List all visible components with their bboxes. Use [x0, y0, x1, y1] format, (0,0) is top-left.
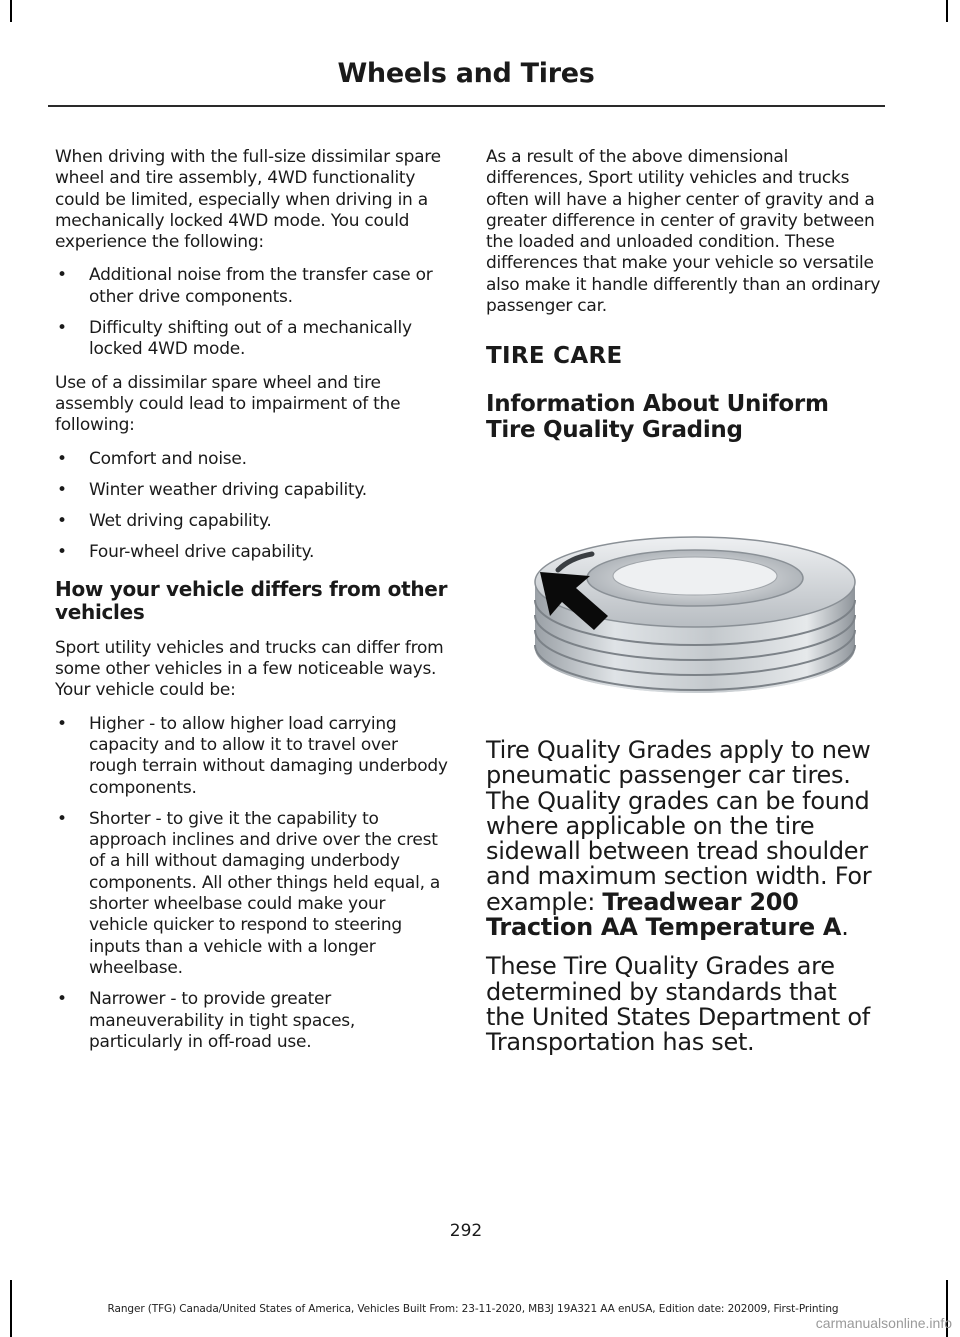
bullet-icon: •	[57, 713, 67, 734]
page-header-title: Wheels and Tires	[337, 58, 595, 89]
crop-mark-top-right	[946, 0, 948, 22]
utqg-text-block	[486, 738, 882, 1070]
tire-icon	[530, 520, 860, 700]
list-item: • Wet driving capability.	[57, 511, 272, 532]
crop-mark-top-left	[10, 0, 12, 22]
footer-edition-info: Ranger (TFG) Canada/United States of America, Vehicles Built From: 23-11-2020, MB3J 19A321 AA enUSA, Edition date: 202009, First-Printing	[107, 1303, 839, 1315]
list-item: • Additional noise from the transfer case or other drive components.	[57, 265, 433, 307]
list-item: • Higher - to allow higher load carrying capacity and to allow it to travel over rough terrain without damaging underbody components.	[57, 713, 448, 798]
bullet-icon: •	[57, 265, 67, 286]
list-item: • Difficulty shifting out of a mechanically locked 4WD mode.	[57, 318, 412, 360]
list-item: • Four-wheel drive capability.	[57, 542, 315, 563]
list-item: • Shorter - to give it the capability to approach inclines and drive over the crest of a hill without damaging underbody components. All other things held equal, a shorter wheelbase could make your vehicle quicker to respond to steering inputs than a vehicle with a longer wheelbase.	[57, 808, 441, 978]
left-column	[55, 147, 449, 1065]
differs-bullet-list	[55, 714, 449, 1053]
intro-bullet-list	[55, 265, 449, 360]
bullet-icon: •	[57, 808, 67, 829]
impairment-bullet-list	[55, 449, 449, 564]
grades-paragraph: Tire Quality Grades apply to new pneumatic passenger car tires. The Quality grades can be found where applicable on the tire sidewall between tread shoulder and maximum section width. For example: Treadwear 200 Traction AA Temperature A.	[486, 736, 872, 942]
bullet-icon: •	[57, 511, 67, 532]
crop-mark-bottom-left	[10, 1280, 12, 1337]
differs-paragraph: Sport utility vehicles and trucks can differ from some other vehicles in a few noticeable ways. Your vehicle could be:	[55, 637, 444, 701]
watermark-link[interactable]: carmanualsonline.info	[815, 1315, 952, 1331]
dimensional-differences-paragraph: As a result of the above dimensional differences, Sport utility vehicles and trucks often will have a higher center of gravity and a greater difference in center of gravity between the loaded and unloaded condition. These differences that make your vehicle so versatile also make it handle differently than an ordinary passenger car.	[486, 147, 881, 317]
tire-care-heading: TIRE CARE	[486, 343, 623, 370]
bullet-icon: •	[57, 318, 67, 339]
list-item: • Narrower - to provide greater maneuverability in tight spaces, particularly in off-road use.	[57, 989, 356, 1052]
right-column	[486, 147, 882, 443]
vehicle-differs-heading: How your vehicle differs from other vehicles	[55, 576, 448, 624]
standards-paragraph: These Tire Quality Grades are determined by standards that the United States Department of Transportation has set.	[486, 952, 870, 1057]
bullet-icon: •	[57, 989, 67, 1010]
list-item: • Comfort and noise.	[57, 448, 247, 469]
bullet-icon: •	[57, 479, 67, 500]
intro-paragraph: When driving with the full-size dissimilar spare wheel and tire assembly, 4WD functionality could be limited, especially when driving in a mechanically locked 4WD mode. You could experience the following:	[55, 147, 441, 253]
page-number: 292	[449, 1221, 483, 1241]
tire-illustration	[530, 520, 860, 700]
utqg-heading: Information About Uniform Tire Quality Grading	[486, 391, 829, 444]
bullet-icon: •	[57, 448, 67, 469]
impairment-paragraph: Use of a dissimilar spare wheel and tire assembly could lead to impairment of the following:	[55, 372, 401, 436]
list-item: • Winter weather driving capability.	[57, 479, 367, 500]
grades-example: Treadwear 200 Traction AA Temperature A	[486, 887, 842, 942]
bullet-icon: •	[57, 542, 67, 563]
header-divider	[48, 105, 885, 107]
